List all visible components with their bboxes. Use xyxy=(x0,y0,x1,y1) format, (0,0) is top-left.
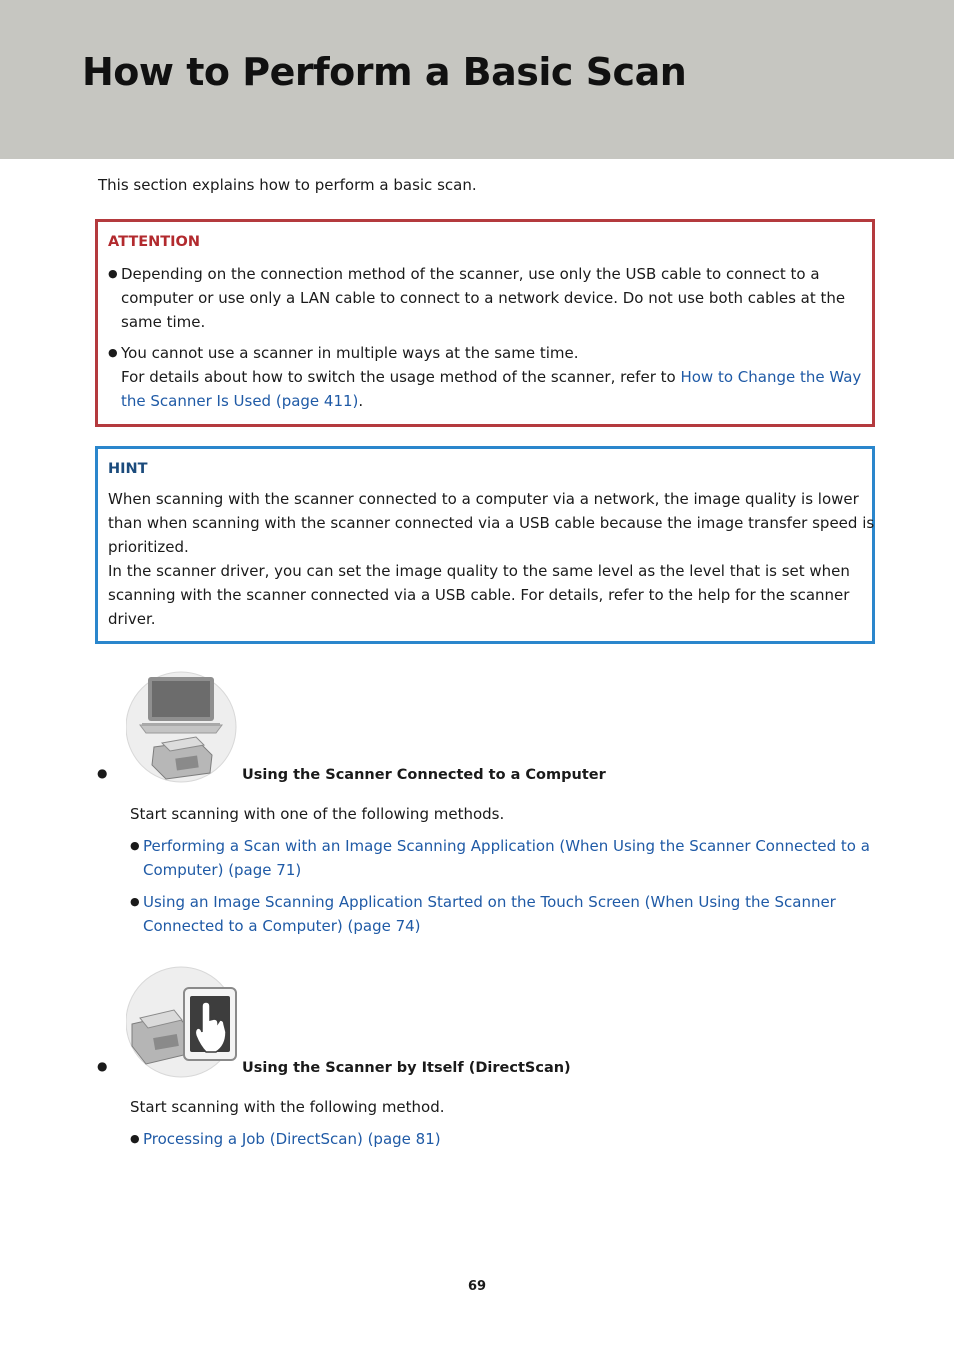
list-item xyxy=(130,1127,870,1151)
link-image-scanning-app[interactable]: Performing a Scan with an Image Scanning Application (When Using the Scanner Connected to a xyxy=(143,837,870,855)
attention-box xyxy=(95,219,875,427)
touchscreen-scanner-icon xyxy=(126,966,238,1078)
attention-item-cables xyxy=(108,262,868,334)
hint-line: In the scanner driver, you can set the image quality to the same level as the level that is set when xyxy=(108,562,850,580)
hint-line: When scanning with the scanner connected to a computer via a network, the image quality is lower xyxy=(108,490,859,508)
link-processing-job[interactable]: Processing a Job (DirectScan) (page 81) xyxy=(143,1130,441,1148)
page-title: How to Perform a Basic Scan xyxy=(82,50,687,94)
list-item xyxy=(130,834,870,882)
hint-box xyxy=(95,446,875,644)
section-bullet: ● xyxy=(97,766,108,780)
bullet: ● xyxy=(130,895,140,908)
bullet: ● xyxy=(108,346,118,359)
attention-title: ATTENTION xyxy=(108,234,200,250)
attention-item1-line2: computer or use only a LAN cable to connect to a network device. Do not use both cables at the xyxy=(121,289,846,307)
page-number: 69 xyxy=(467,1279,487,1294)
hint-text xyxy=(108,487,875,631)
bullet: ● xyxy=(108,267,118,280)
link-touch-screen-app-cont[interactable]: Connected to a Computer) (page 74) xyxy=(143,917,421,935)
list-item xyxy=(130,890,870,938)
attention-item1-line1: Depending on the connection method of the scanner, use only the USB cable to connect to a xyxy=(121,265,820,283)
hint-line: driver. xyxy=(108,610,156,628)
section-bullet: ● xyxy=(97,1059,108,1073)
section-heading-directscan: Using the Scanner by Itself (DirectScan) xyxy=(242,1060,571,1076)
attention-item-usage xyxy=(108,341,868,413)
attention-item2-period: . xyxy=(358,392,364,410)
link-change-usage-method[interactable]: How to Change the Way xyxy=(680,368,862,386)
section-heading-computer: Using the Scanner Connected to a Computer xyxy=(242,767,606,783)
hint-line: prioritized. xyxy=(108,538,189,556)
attention-item1-line3: same time. xyxy=(121,313,206,331)
link-touch-screen-app[interactable]: Using an Image Scanning Application Started on the Touch Screen (When Using the Scanner xyxy=(143,893,836,911)
section-computer-intro: Start scanning with one of the following methods. xyxy=(130,805,505,823)
hint-line: scanning with the scanner connected via a USB cable. For details, refer to the help for the scanner xyxy=(108,586,850,604)
bullet: ● xyxy=(130,839,140,852)
intro-text: This section explains how to perform a basic scan. xyxy=(98,176,477,194)
link-change-usage-method-cont[interactable]: the Scanner Is Used (page 411) xyxy=(121,392,359,410)
hint-line: than when scanning with the scanner connected via a USB cable because the image transfer speed is xyxy=(108,514,875,532)
section-directscan-intro: Start scanning with the following method. xyxy=(130,1098,445,1116)
attention-item2-line2: For details about how to switch the usage method of the scanner, refer to xyxy=(121,368,681,386)
bullet: ● xyxy=(130,1132,140,1145)
laptop-scanner-icon xyxy=(126,671,238,783)
hint-title: HINT xyxy=(108,461,148,477)
link-image-scanning-app-cont[interactable]: Computer) (page 71) xyxy=(143,861,302,879)
attention-item2-line1: You cannot use a scanner in multiple ways at the same time. xyxy=(121,344,579,362)
